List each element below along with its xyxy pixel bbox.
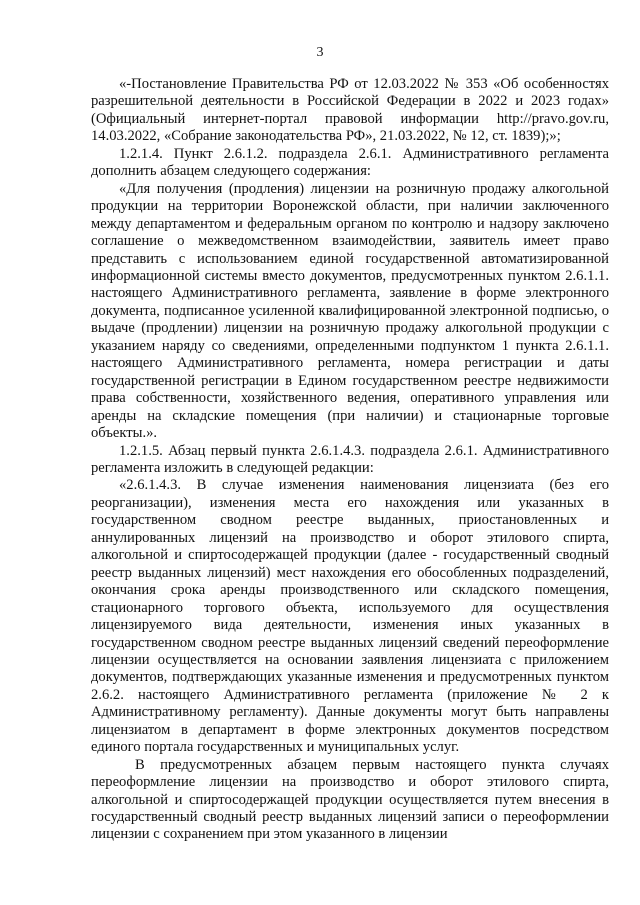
page-number: 3 [316, 45, 324, 60]
paragraph-reissue-procedure: В предусмотренных абзацем первым настоящего пункта случаях переоформление лицензии на производство и оборот этилового спирта, алкогольной и спиртосодержащей продукции осуществляется путем внесения в государственный сводный реестр выданных лицензий записи о переоформлении лицензии с сохранением при этом указанного в лицензии [91, 756, 609, 843]
paragraph-decree-citation: «-Постановление Правительства РФ от 12.03.2022 № 353 «Об особенностях разрешительной деятельности в Российской Федерации в 2022 и 2023 годах» (Официальный интернет-портал правовой информации http://pravo.gov.ru, 14.03.2022, «Собрание законодательства РФ», 21.03.2022, № 12, ст. 1839);»; [91, 76, 609, 145]
paragraph-2-6-1-4-3: «2.6.1.4.3. В случае изменения наименования лицензиата (без его реорганизации), изменения места его нахождения или указанных в государственном сводном реестре выданных, приостановленных и аннулированных лицензий на производство и оборот этилового спирта, алкогольной и спиртосодержащей продукции (далее - государственный сводный реестр выданных лицензий) мест нахождения его обособленных подразделений, окончания срока аренды производственного или складского помещения, стационарного торгового объекта, используемого для осуществления лицензируемого вида деятельности, изменения иных указанных в государственном сводном реестре выданных лицензий сведений переоформление лицензии осуществляется на основании заявления лицензиата с приложением документов, подтверждающих указанные изменения и предусмотренных пунктом 2.6.2. настоящего Административного регламента (приложение № 2 к Административному регламенту). Данные документы могут быть направлены лицензиатом в департамент в форме электронных документов посредством единого портала государственных и муниципальных услуг. [91, 477, 609, 756]
paragraph-1-2-1-4: 1.2.1.4. Пункт 2.6.1.2. подраздела 2.6.1. Административного регламента дополнить абзацем следующего содержания: [91, 145, 609, 180]
document-body [91, 76, 609, 844]
paragraph-license-application: «Для получения (продления) лицензии на розничную продажу алкогольной продукции на территории Воронежской области, при наличии заключенного между департаментом и федеральным органом по контролю и надзору заключено соглашение о межведомственном взаимодействии, заявитель имеет право представить с использованием единой государственной автоматизированной информационной системы вместо документов, предусмотренных пунктом 2.6.1.1. настоящего Административного регламента, заявление в форме электронного документа, подписанное усиленной квалифицированной электронной подписью, о выдаче (продлении) лицензии на розничную продажу алкогольной продукции с указанием наряду со сведениями, определенными подпунктом 1 пункта 2.6.1.1. настоящего Административного регламента, номера регистрации и даты государственной регистрации в Едином государственном реестре недвижимости права собственности, хозяйственного ведения, оперативного управления или аренды на складские помещения (при наличии) и стационарные торговые объекты.». [91, 180, 609, 442]
paragraph-1-2-1-5: 1.2.1.5. Абзац первый пункта 2.6.1.4.3. подраздела 2.6.1. Административного регламента изложить в следующей редакции: [91, 442, 609, 476]
